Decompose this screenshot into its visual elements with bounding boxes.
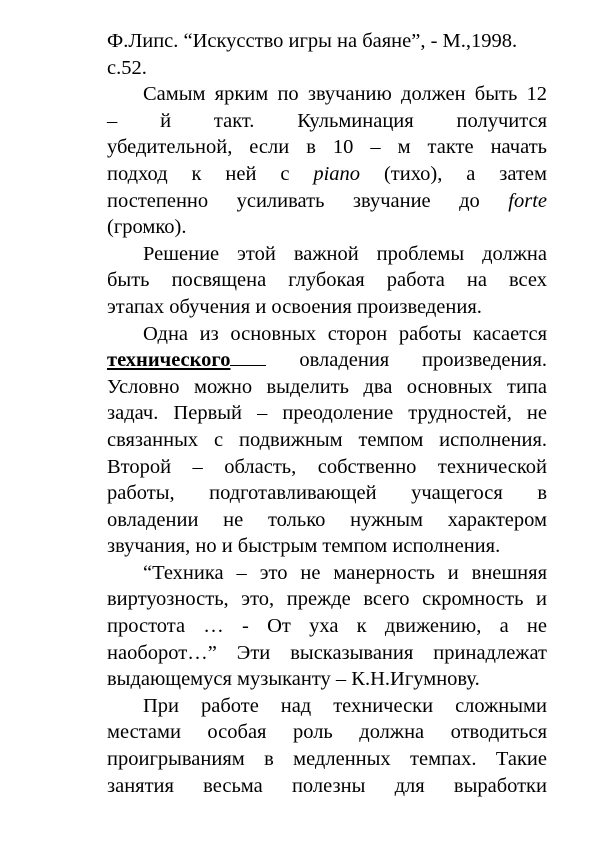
paragraph-1: [107, 81, 547, 241]
paragraph-3: [107, 321, 547, 560]
paragraph-line: звучания, но и быстрым темпом исполнения.: [107, 535, 501, 558]
paragraph-line: – й такт. Кульминация получится: [107, 109, 547, 132]
text-run: овладения произведения.: [299, 349, 548, 372]
paragraph-line-mixed: [107, 347, 547, 374]
paragraph-line: убедительной, если в 10 – м такте начать: [107, 136, 547, 159]
paragraph-line: быть посвящена глубокая работа на всех: [107, 269, 547, 292]
italic-term-forte: forte: [508, 189, 547, 212]
paragraph-line: задач. Первый – преодоление трудностей, не: [107, 402, 547, 425]
paragraph-line: занятия весьма полезны для выработки: [107, 774, 547, 797]
paragraph-line: простота … - От уха к движению, а не: [107, 615, 547, 638]
paragraph-line: Решение этой важной проблемы должна: [143, 242, 547, 265]
paragraph-line: местами особая роль должна отводиться: [107, 721, 547, 744]
reference-line-1: Ф.Липс. “Искусство игры на баяне”, - М.,1998.: [107, 30, 518, 52]
reference-line-2: с.52.: [107, 56, 147, 79]
paragraph-line: наоборот…” Эти высказывания принадлежат: [107, 641, 547, 664]
paragraph-4: [107, 560, 547, 693]
document-page: [107, 28, 547, 799]
underlined-term: технического: [107, 349, 231, 372]
paragraph-2: [107, 241, 547, 321]
paragraph-line: этапах обучения и освоения произведения.: [107, 295, 482, 318]
text-run: подход к ней с: [107, 162, 290, 185]
italic-term-piano: piano: [313, 162, 361, 185]
text-run: постепенно усиливать звучание до: [107, 189, 480, 212]
paragraph-line: виртуозность, это, прежде всего скромность и: [107, 588, 547, 611]
paragraph-line: Одна из основных сторон работы касается: [143, 322, 547, 345]
paragraph-line: овладении не только нужным характером: [107, 508, 547, 531]
underline-gap: [230, 349, 266, 366]
paragraph-line: Второй – область, собственно технической: [107, 455, 547, 478]
paragraph-line: выдающемуся музыканту – К.Н.Игумнову.: [107, 668, 480, 691]
paragraph-line: Самым ярким по звучанию должен быть 12: [143, 83, 547, 106]
paragraph-line: работы, подготавливающей учащегося в: [107, 482, 547, 505]
paragraph-line: (громко).: [107, 216, 187, 239]
paragraph-line: “Техника – это не манерность и внешняя: [143, 561, 547, 584]
paragraph-line: При работе над технически сложными: [143, 694, 547, 717]
paragraph-line: связанных с подвижным темпом исполнения.: [107, 428, 547, 451]
text-run: (тихо), а затем: [383, 162, 547, 185]
paragraph-5: [107, 693, 547, 799]
paragraph-line: проигрываниям в медленных темпах. Такие: [107, 748, 547, 771]
paragraph-line-mixed: [107, 161, 547, 188]
paragraph-line-mixed: [107, 188, 547, 215]
paragraph-line: Условно можно выделить два основных типа: [107, 375, 547, 398]
